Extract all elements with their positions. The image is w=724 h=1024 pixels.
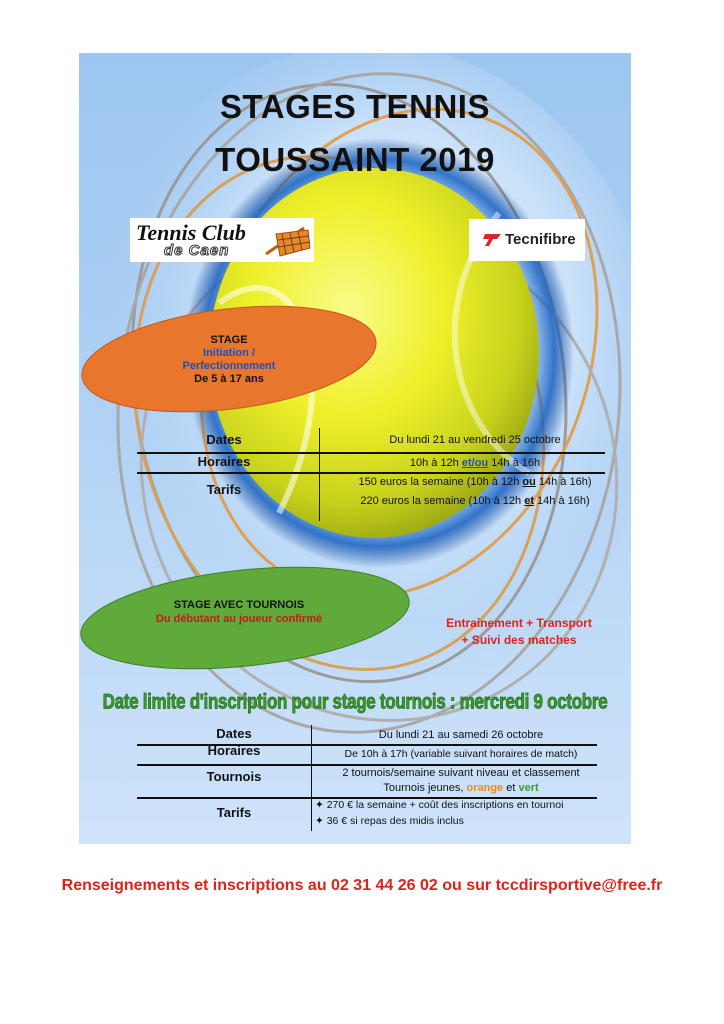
tarif-part: 14h à 16h) <box>535 476 592 488</box>
poster-title-line1: STAGES TENNIS <box>220 88 490 125</box>
stage1-level-line2: Perfectionnement <box>182 360 276 372</box>
stage1-tarif-line2 <box>319 495 631 507</box>
tecnifibre-mark-icon <box>483 232 503 248</box>
tournois-part: Tournois jeunes, <box>383 782 467 794</box>
club-logo-sub-text: de Caen <box>164 242 230 259</box>
tarif-emphasis: et <box>524 495 534 507</box>
stage2-horaires-label: Horaires <box>207 743 261 758</box>
sponsor-name: Tecnifibre <box>505 231 576 248</box>
tarif-part: 220 euros la semaine (10h à 12h <box>360 495 525 507</box>
registration-deadline: Date limite d'inscription pour stage tournois : mercredi 9 octobre <box>102 689 608 714</box>
stage1-tarif-line1 <box>319 476 631 488</box>
stage1-horaires-value <box>319 457 631 469</box>
stage2-dates-label: Dates <box>216 726 252 741</box>
horaires-part: 14h à 16h <box>488 457 541 469</box>
tarif-part: 150 euros la semaine (10h à 12h <box>358 476 523 488</box>
stage1-age: De 5 à 17 ans <box>194 373 264 385</box>
stage2-tarifs-label: Tarifs <box>216 805 252 820</box>
stage2-tarif-line1: ✦ 270 € la semaine + coût des inscriptions en tournoi <box>315 799 564 811</box>
stage2-subheading: Du débutant au joueur confirmé <box>155 613 323 625</box>
tennis-club-caen-logo <box>130 218 314 262</box>
tournois-orange: orange <box>466 782 504 794</box>
stage2-tournois-label: Tournois <box>206 769 262 784</box>
contact-footer: Renseignements et inscriptions au 02 31 44 26 02 ou sur tccdirsportive@free.fr <box>61 877 663 894</box>
tecnifibre-logo <box>469 219 585 261</box>
stage2-tarif-line2: ✦ 36 € si repas des midis inclus <box>315 815 464 827</box>
horaires-part: 10h à 12h <box>409 457 462 469</box>
table-divider <box>137 472 605 474</box>
poster-background <box>79 53 631 844</box>
tarif-part: 14h à 16h) <box>534 495 590 507</box>
table-column-divider <box>311 725 312 831</box>
stage1-tarifs-label: Tarifs <box>206 482 242 497</box>
stage2-tournois-line2 <box>311 782 611 794</box>
horaires-emphasis: et/ou <box>461 457 489 469</box>
table-column-divider <box>319 428 320 521</box>
tournois-vert: vert <box>518 782 539 794</box>
stage1-level-line1: Initiation / <box>203 347 255 359</box>
tournois-part: et <box>503 782 519 794</box>
stage2-horaires-value: De 10h à 17h (variable suivant horaires de match) <box>344 748 578 760</box>
poster-title-line2: TOUSSAINT 2019 <box>215 141 495 178</box>
stage1-dates-value: Du lundi 21 au vendredi 25 octobre <box>389 434 561 446</box>
stage2-extra-line2: + Suivi des matches <box>461 633 577 647</box>
stage1-horaires-label: Horaires <box>197 454 251 469</box>
tarif-emphasis: ou <box>522 476 536 488</box>
racket-icon <box>258 222 312 260</box>
table-divider <box>137 764 597 766</box>
stage2-dates-value: Du lundi 21 au samedi 26 octobre <box>378 729 544 741</box>
stage2-tournois-line1: 2 tournois/semaine suivant niveau et classement <box>342 767 580 779</box>
stage2-heading: STAGE AVEC TOURNOIS <box>173 599 305 611</box>
stage2-extra-line1: Entrainement + Transport <box>446 616 592 630</box>
stage1-dates-label: Dates <box>206 432 242 447</box>
club-logo-main-text: Tennis Club <box>136 220 246 245</box>
stage1-heading: STAGE <box>210 334 248 346</box>
